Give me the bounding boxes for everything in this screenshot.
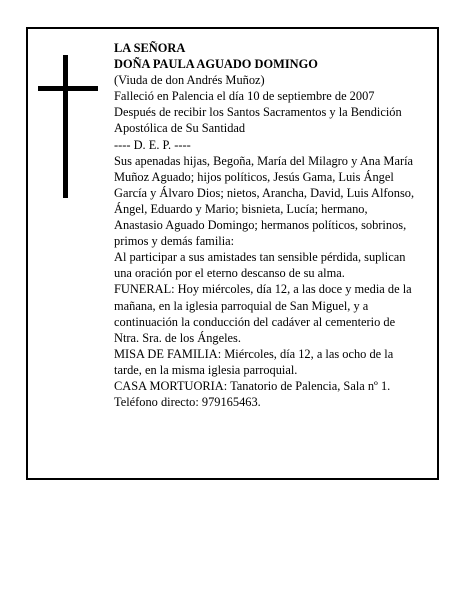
cross-icon (38, 55, 98, 198)
funeral-details: FUNERAL: Hoy miércoles, día 12, a las doce y media de la mañana, en la iglesia parroquial de San Miguel, y a continuación la conducción del cadáver al cementerio de Ntra. Sra. de los Ángeles. (114, 282, 412, 345)
widow-of: (Viuda de don Andrés Muñoz) (114, 73, 265, 88)
obituary-text (114, 40, 416, 410)
family-list: Sus apenadas hijas, Begoña, María del Milagro y Ana María Muñoz Aguado; hijos políticos, Jesús Gama, Luis Ángel García y Álvaro Dios; nietos, Arancha, David, Luis Alfonso, Ángel, Eduardo y Mario; bisnieta, Lucía; hermano, Anastasio Aguado Domingo; hermanos políticos, sobrinos, primos y demás familia: (114, 153, 415, 249)
deceased-name: DOÑA PAULA AGUADO DOMINGO (114, 57, 318, 72)
funeral-home-details: CASA MORTUORIA: Tanatorio de Palencia, Sala nº 1. Teléfono directo: 979165463. (114, 378, 391, 410)
prayer-request: Al participar a sus amistades tan sensible pérdida, suplican una oración por el eterno descanso de su alma. (114, 250, 406, 281)
family-mass-details: MISA DE FAMILIA: Miércoles, día 12, a las ocho de la tarde, en la misma iglesia parroquial. (114, 346, 394, 377)
rip-line: ---- D. E. P. ---- (114, 137, 191, 152)
death-statement: Falleció en Palencia el día 10 de septiembre de 2007 (114, 89, 375, 104)
notice-title: LA SEÑORA (114, 41, 186, 55)
sacraments-statement: Después de recibir los Santos Sacramentos y la Bendición Apostólica de Su Santidad (114, 105, 402, 136)
